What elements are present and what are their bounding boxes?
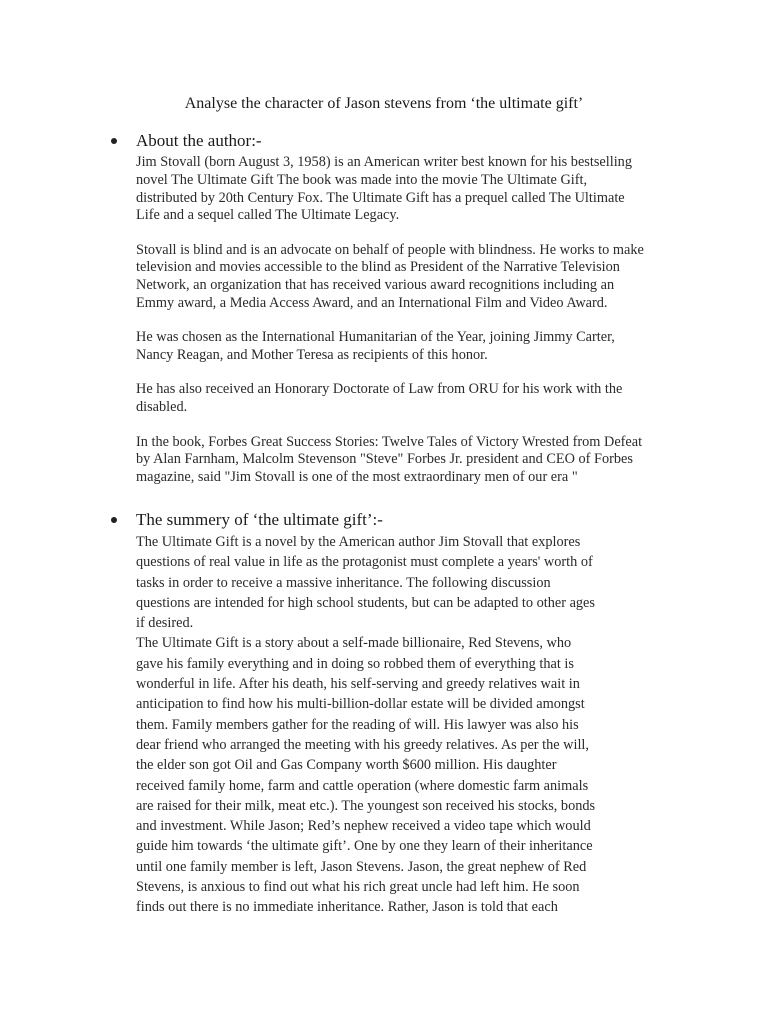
author-heading-row: [0, 131, 768, 153]
author-heading: About the author:-: [136, 131, 262, 150]
summary-paragraph: The Ultimate Gift is a story about a self-made billionaire, Red Stevens, who gave his family everything and in doing so robbed them of everything that is wonderful in life. After his death, his self-serving and greedy relatives wait in anticipation to find how his multi-billion-dollar estate will be divided amongst them. Family members gather for the reading of will. His lawyer was also his dear friend who arranged the meeting with his greedy relatives. As per the will, the elder son got Oil and Gas Company worth $600 million. His daughter received family home, farm and cattle operation (where domestic farm animals are raised for their milk, meat etc.). The youngest son received his stocks, bonds and investment. While Jason; Red’s nephew received a video tape which would guide him towards ‘the ultimate gift’. One by one they learn of their inheritance until one family member is left, Jason Stevens. Jason, the great nephew of Red Stevens, is anxious to find out what his rich great uncle had left him. He soon finds out there is no immediate inheritance. Rather, Jason is told that each: [136, 635, 596, 916]
author-paragraph: Jim Stovall (born August 3, 1958) is an American writer best known for his bestselling novel The Ultimate Gift The book was made into the movie The Ultimate Gift, distributed by 20th Century Fox. The Ultimate Gift has a prequel called The Ultimate Life and a sequel called The Ultimate Legacy.: [136, 154, 632, 224]
summary-section: [0, 510, 768, 918]
document-title: Analyse the character of Jason stevens from ‘the ultimate gift’: [184, 95, 584, 112]
author-paragraph: Stovall is blind and is an advocate on behalf of people with blindness. He works to make television and movies accessible to the blind as President of the Narrative Television Network, an organization that has received various award recognitions including an Emmy award, a Media Access Award, and an International Film and Video Award.: [136, 241, 644, 312]
author-paragraph: He was chosen as the International Humanitarian of the Year, joining Jimmy Carter, Nancy Reagan, and Mother Teresa as recipients of this honor.: [136, 329, 615, 364]
summary-heading: The summery of ‘the ultimate gift’:-: [136, 510, 383, 529]
bullet-icon: [111, 138, 117, 144]
author-section: [0, 131, 768, 487]
summary-paragraph: The Ultimate Gift is a novel by the American author Jim Stovall that explores questions of real value in life as the protagonist must complete a years' worth of tasks in order to receive a massive inheritance. The following discussion questions are intended for high school students, but can be adapted to other ages if desired.: [136, 534, 595, 632]
author-paragraph: In the book, Forbes Great Success Stories: Twelve Tales of Victory Wrested from Defeat by Alan Farnham, Malcolm Stevenson "Steve" Forbes Jr. president and CEO of Forbes magazine, said "Jim Stovall is one of the most extraordinary men of our era ": [136, 433, 643, 486]
author-paragraph: He has also received an Honorary Doctorate of Law from ORU for his work with the disabled.: [136, 381, 623, 416]
summary-heading-row: [0, 510, 768, 532]
bullet-icon: [111, 517, 117, 523]
